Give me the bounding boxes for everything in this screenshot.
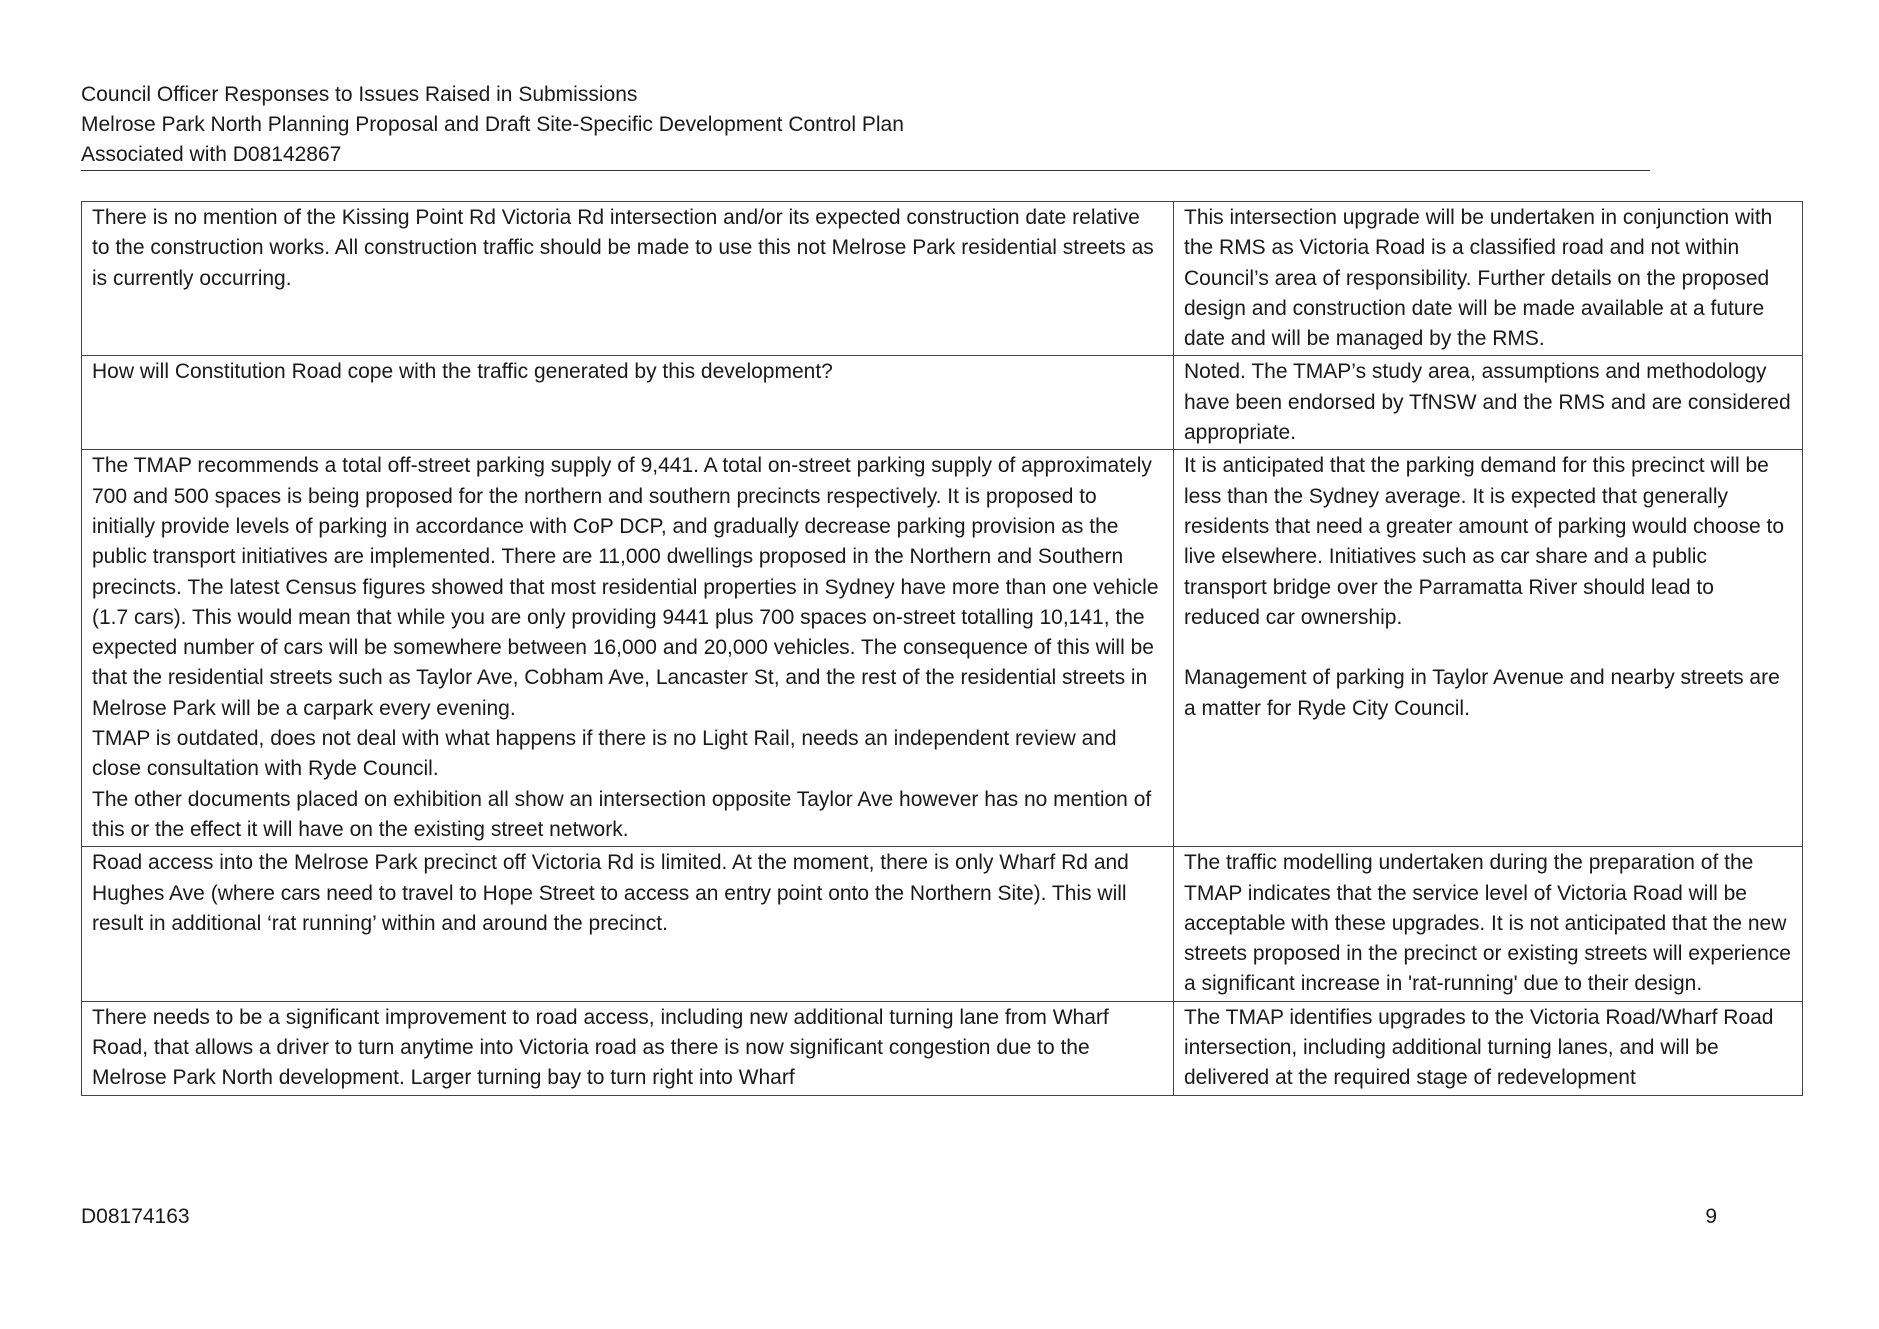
header-title: Council Officer Responses to Issues Raised in Submissions [81,83,638,106]
response-cell: The TMAP identifies upgrades to the Victoria Road/Wharf Road intersection, including additional turning lanes, and will be delivered at the required stage of redevelopment [1174,1001,1803,1095]
issues-response-table [81,201,1803,1096]
footer-page-number: 9 [1705,1205,1717,1228]
response-cell: Noted. The TMAP’s study area, assumptions and methodology have been endorsed by TfNSW and the RMS and are considered appropriate. [1174,356,1803,450]
response-cell: The traffic modelling undertaken during the preparation of the TMAP indicates that the service level of Victoria Road will be acceptable with these upgrades. It is not anticipated that the new streets proposed in the precinct or existing streets will experience a significant increase in 'rat-running' due to their design. [1174,847,1803,1001]
table-row [82,356,1803,450]
response-cell: It is anticipated that the parking demand for this precinct will be less than the Sydney average. It is expected that generally residents that need a greater amount of parking would choose to live elsewhere. Initiatives such as car share and a public transport bridge over the Parramatta River should lead to reduced car ownership. Management of parking in Taylor Avenue and nearby streets are a matter for Ryde City Council. [1174,450,1803,847]
footer-document-id: D08174163 [81,1205,190,1228]
issue-cell: How will Constitution Road cope with the traffic generated by this development? [82,356,1174,450]
table-row [82,202,1803,356]
table-row [82,1001,1803,1095]
header-subtitle: Melrose Park North Planning Proposal and Draft Site-Specific Development Control Plan [81,113,904,136]
header-reference: Associated with D08142867 [81,143,342,166]
issue-cell: Road access into the Melrose Park precinct off Victoria Rd is limited. At the moment, there is only Wharf Rd and Hughes Ave (where cars need to travel to Hope Street to access an entry point onto the Northern Site). This will result in additional ‘rat running’ within and around the precinct. [82,847,1174,1001]
table-row [82,450,1803,847]
issue-cell: The TMAP recommends a total off-street parking supply of 9,441. A total on-street parking supply of approximately 700 and 500 spaces is being proposed for the northern and southern precincts respectively. It is proposed to initially provide levels of parking in accordance with CoP DCP, and gradually decrease parking provision as the public transport initiatives are implemented. There are 11,000 dwellings proposed in the Northern and Southern precincts. The latest Census figures showed that most residential properties in Sydney have more than one vehicle (1.7 cars). This would mean that while you are only providing 9441 plus 700 spaces on-street totalling 10,141, the expected number of cars will be somewhere between 16,000 and 20,000 vehicles. The consequence of this will be that the residential streets such as Taylor Ave, Cobham Ave, Lancaster St, and the rest of the residential streets in Melrose Park will be a carpark every evening. TMAP is outdated, does not deal with what happens if there is no Light Rail, needs an independent review and close consultation with Ryde Council. The other documents placed on exhibition all show an intersection opposite Taylor Ave however has no mention of this or the effect it will have on the existing street network. [82,450,1174,847]
table-row [82,847,1803,1001]
header-divider [81,170,1650,171]
issue-cell: There needs to be a significant improvement to road access, including new additional turning lane from Wharf Road, that allows a driver to turn anytime into Victoria road as there is now significant congestion due to the Melrose Park North development. Larger turning bay to turn right into Wharf [82,1001,1174,1095]
page-header [81,80,1650,170]
response-cell: This intersection upgrade will be undertaken in conjunction with the RMS as Victoria Road is a classified road and not within Council’s area of responsibility. Further details on the proposed design and construction date will be made available at a future date and will be managed by the RMS. [1174,202,1803,356]
issue-cell: There is no mention of the Kissing Point Rd Victoria Rd intersection and/or its expected construction date relative to the construction works. All construction traffic should be made to use this not Melrose Park residential streets as is currently occurring. [82,202,1174,356]
